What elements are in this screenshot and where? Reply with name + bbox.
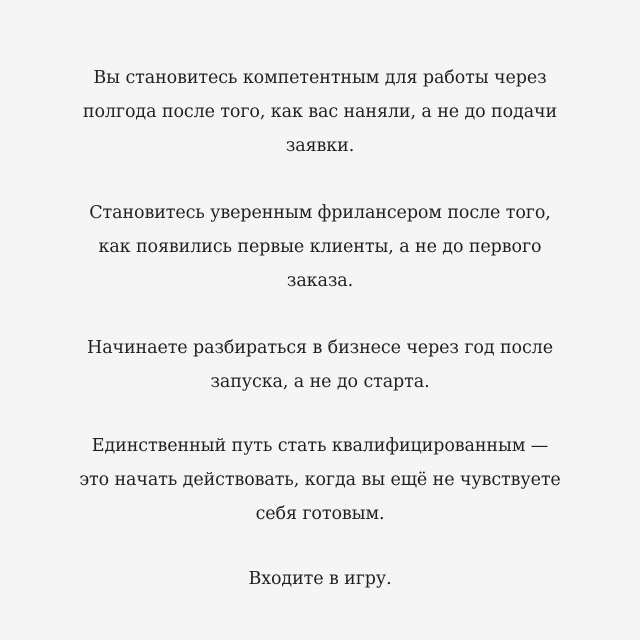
text-line: запуска, а не до старта.	[210, 372, 430, 392]
text-line: Вы становитесь компетентным для работы через	[93, 68, 547, 88]
text-line: себя готовым.	[255, 504, 385, 524]
paragraph-business-understanding	[40, 331, 600, 399]
paragraph-competence-job	[40, 61, 600, 163]
text-line: это начать действовать, когда вы ещё не чувствуете	[79, 470, 561, 490]
text-line: Начинаете разбираться в бизнесе через год после	[87, 338, 553, 358]
text-line: Входите в игру.	[248, 569, 392, 589]
text-line: Становитесь уверенным фрилансером после того,	[89, 203, 551, 223]
text-line: заказа.	[286, 271, 354, 291]
text-line: как появились первые клиенты, а не до первого	[98, 237, 542, 257]
paragraph-call-to-action	[40, 562, 600, 596]
paragraph-freelancer-confidence	[40, 196, 600, 298]
text-line: заявки.	[285, 136, 355, 156]
paragraph-only-way	[40, 429, 600, 531]
text-line: полгода после того, как вас наняли, а не до подачи	[82, 102, 558, 122]
text-line: Единственный путь стать квалифицированным —	[91, 436, 549, 456]
